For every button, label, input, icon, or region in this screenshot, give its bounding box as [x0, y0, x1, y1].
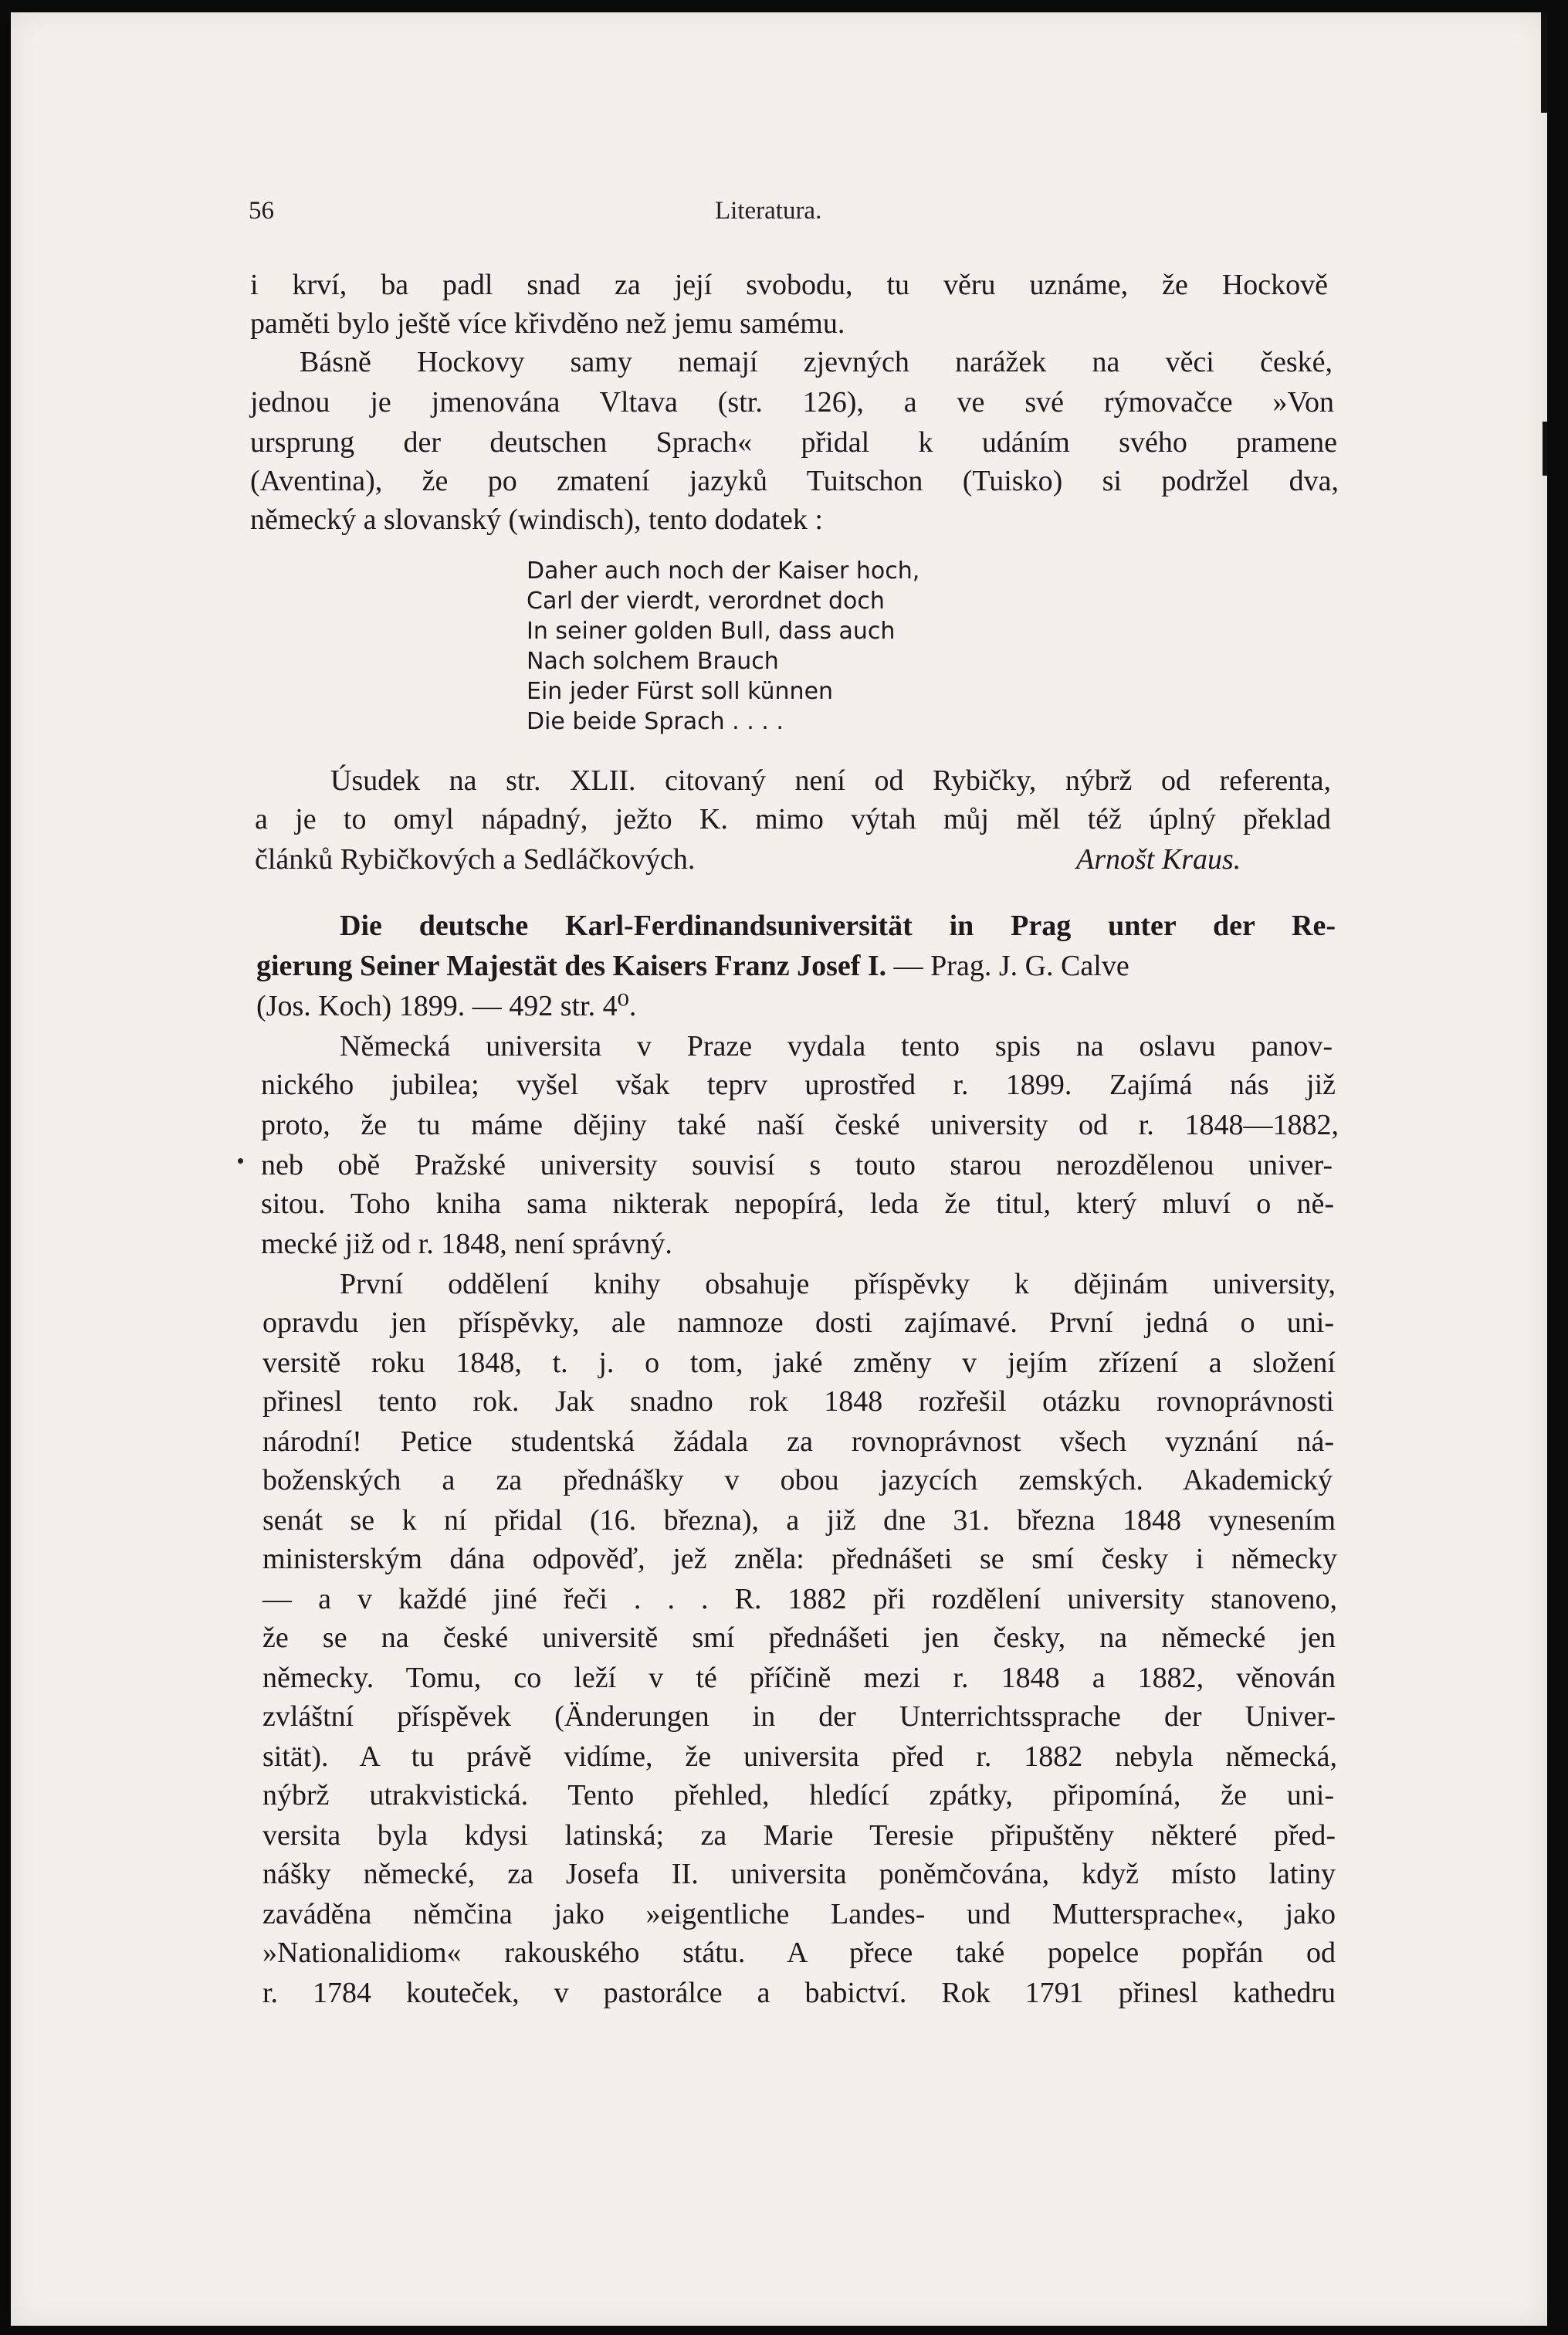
text-line: paměti bylo ještě více křivděno než jemu samému. — [250, 307, 845, 340]
verse-line: In seiner golden Bull, dass auch — [527, 618, 896, 645]
text-line: i krví, ba padl snad za její svobodu, tu věru uznáme, že Hockově — [250, 269, 1328, 301]
text-line: — a v každé jiné řeči . . . R. 1882 při rozdělení university stanoveno, — [262, 1583, 1337, 1615]
review-title-bold: gierung Seiner Majestät des Kaisers Franz Josef I. — [256, 950, 887, 982]
text-line: ursprung der deutschen Sprach« přidal k udáním svého pramene — [250, 426, 1337, 459]
review-title — [256, 947, 1129, 985]
print-speck — [238, 1158, 243, 1164]
text-line: německy. Tomu, co leží v té příčině mezi r. 1848 a 1882, věnován — [262, 1662, 1336, 1694]
text-line: jednou je jmenována Vltava (str. 126), a ve své rýmovačce »Von — [250, 386, 1334, 419]
text-line: přinesl tento rok. Jak snadno rok 1848 rozřešil otázku rovnoprávnosti — [262, 1385, 1334, 1418]
text-line: zaváděna němčina jako »eigentliche Landes- und Muttersprache«, jako — [262, 1898, 1336, 1930]
running-title: Literatura. — [715, 197, 822, 225]
review-signature: Arnošt Kraus. — [1076, 843, 1241, 876]
verse-line: Nach solchem Brauch — [527, 648, 779, 675]
verse-line: Ein jeder Fürst soll künnen — [527, 678, 834, 705]
text-line: (Aventina), že po zmatení jazyků Tuitschon (Tuisko) si podržel dva, — [250, 465, 1339, 497]
verse-line: Die beide Sprach . . . . — [527, 708, 784, 735]
text-line: neb obě Pražské university souvisí s touto starou nerozdělenou univer- — [261, 1149, 1333, 1181]
text-line: versita byla kdysi latinská; za Marie Teresie připuštěny některé před- — [262, 1819, 1336, 1852]
text-line: senát se k ní přidal (16. března), a již dne 31. března 1848 vynesením — [262, 1504, 1336, 1537]
text-line: zvláštní příspěvek (Änderungen in der Unterrichtssprache der Univer- — [262, 1700, 1336, 1733]
text-line: ministerským dána odpověď, jež zněla: přednášeti se smí česky i německy — [262, 1543, 1337, 1575]
text-line: nického jubilea; vyšel však teprv uprostřed r. 1899. Zajímá nás již — [261, 1069, 1336, 1101]
text-line: německý a slovanský (windisch), tento dodatek : — [250, 503, 823, 536]
text-line: nýbrž utrakvistická. Tento přehled, hledící zpátky, připomíná, že uni- — [262, 1779, 1334, 1811]
text-line: národní! Petice studentská žádala za rovnoprávnost všech vyznání ná- — [262, 1425, 1334, 1458]
text-line: článků Rybičkových a Sedláčkových. — [255, 843, 696, 876]
review-imprint: (Jos. Koch) 1899. — 492 str. 4⁰. — [256, 990, 637, 1022]
text-line: že se na české universitě smí přednášeti jen česky, na německé jen — [262, 1622, 1336, 1654]
text-line: První oddělení knihy obsahuje příspěvky k dějinám university, — [340, 1268, 1336, 1300]
text-line: proto, že tu máme dějiny také naší české university od r. 1848—1882, — [261, 1109, 1339, 1141]
binding-edge-shadow — [1541, 12, 1547, 113]
text-line: mecké již od r. 1848, není správný. — [261, 1228, 672, 1260]
verse-line: Carl der vierdt, verordnet doch — [527, 588, 885, 615]
page-number: 56 — [249, 197, 274, 225]
text-line: Německá universita v Praze vydala tento spis na oslavu panov- — [340, 1030, 1333, 1062]
text-line: Úsudek na str. XLII. citovaný není od Rybičky, nýbrž od referenta, — [330, 764, 1331, 797]
text-line: versitě roku 1848, t. j. o tom, jaké změny v jejím zřízení a složení — [262, 1347, 1336, 1379]
text-line: a je to omyl nápadný, ježto K. mimo výtah můj měl též úplný překlad — [255, 803, 1331, 835]
text-line: »Nationalidiom« rakouského státu. A přece také popelce popřán od — [262, 1937, 1336, 1969]
review-title: Die deutsche Karl-Ferdinandsuniversität in Prag unter der Re- — [340, 910, 1336, 942]
text-line: sitou. Toho kniha sama nikterak nepopírá, leda že titul, který mluví o ně- — [261, 1188, 1334, 1220]
binding-edge-shadow — [1543, 422, 1547, 476]
text-line: sität). A tu právě vidíme, že universita před r. 1882 nebyla německá, — [262, 1740, 1337, 1773]
text-line: Básně Hockovy samy nemají zjevných narážek na věci české, — [300, 346, 1333, 378]
text-line: opravdu jen příspěvky, ale namnoze dosti zajímavé. První jedná o uni- — [262, 1306, 1334, 1339]
verse-line: Daher auch noch der Kaiser hoch, — [527, 557, 920, 585]
text-line: nášky německé, za Josefa II. universita poněmčována, když místo latiny — [262, 1858, 1336, 1890]
text-line: boženských a za přednášky v obou jazycích zemských. Akademický — [262, 1464, 1333, 1496]
text-line: r. 1784 kouteček, v pastorálce a babictví. Rok 1791 přinesl kathedru — [262, 1977, 1336, 2009]
review-publisher: — Prag. J. G. Calve — [886, 950, 1129, 982]
